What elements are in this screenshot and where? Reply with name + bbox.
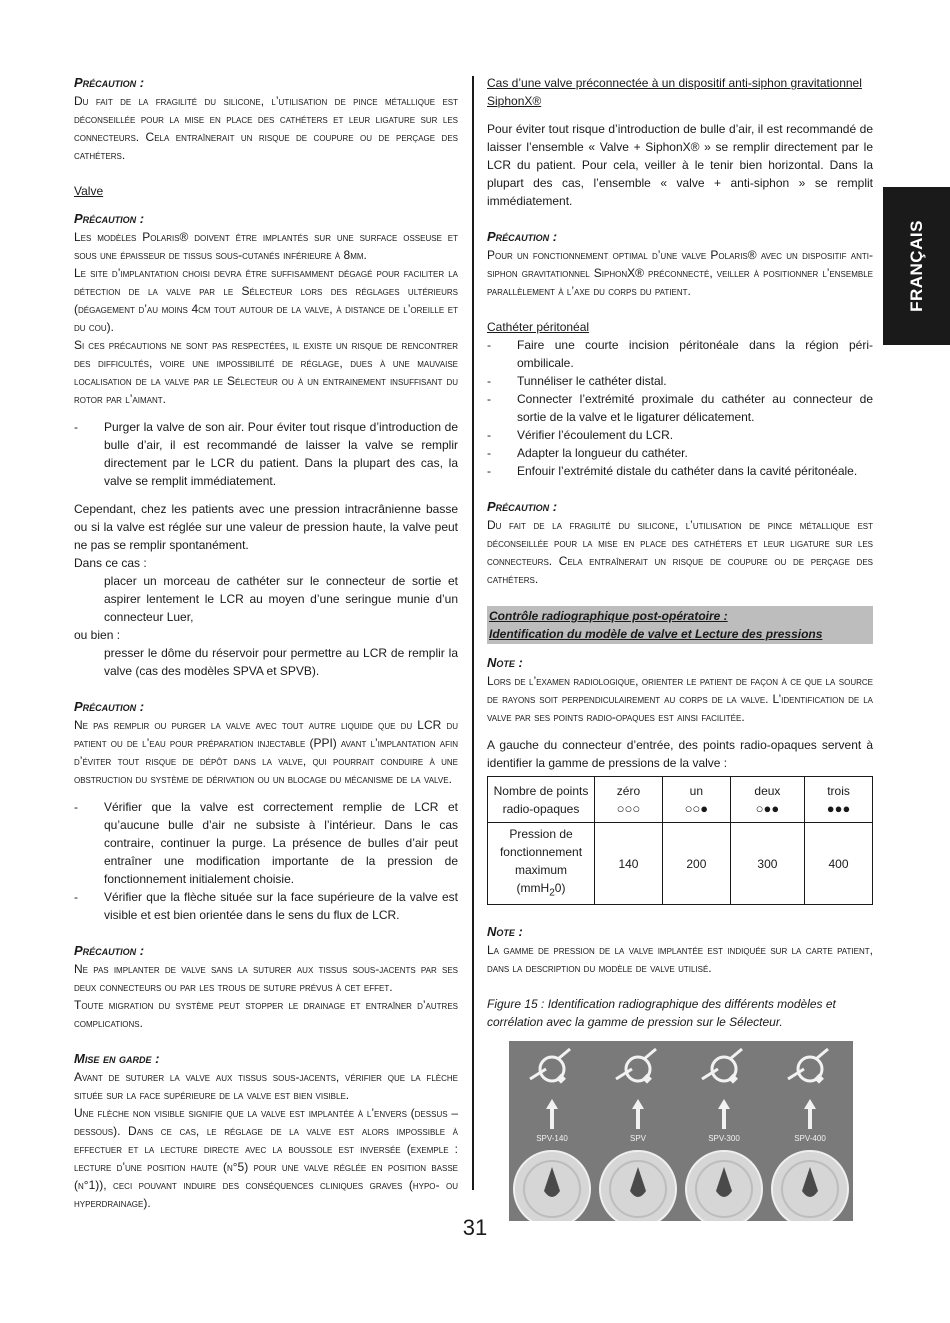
note-text: Lors de l’examen radiologique, orienter le patient de façon à ce que la source de rayons soit perpendiculairement au corps de la valve. L’identification de la valve par ses points radio-opaques est ainsi facilitée. xyxy=(487,674,874,724)
table-header-cell: Nombre de points radio-opaques xyxy=(488,777,595,823)
table-cell: 400 xyxy=(805,823,873,905)
warning-heading: Mise en garde : xyxy=(74,1051,160,1066)
language-tab xyxy=(883,187,950,345)
column-divider xyxy=(472,76,474,1190)
table-cell: 140 xyxy=(595,823,663,905)
precaution-text: Ne pas remplir ou purger la valve avec tout autre liquide que du LCR du patient ou de l’eau pour préparation injectable (PPI) avant l’implantation afin d’éviter tout risque de dépôt dans la valve, qui pourrait conduire à une obstruction du système de dérivation ou un blocage du mécanisme de la valve. xyxy=(74,718,458,786)
language-tab-label: FRANÇAIS xyxy=(906,220,926,312)
table-cell: un ○○● xyxy=(662,777,730,823)
model-label: SPV-400 xyxy=(794,1134,826,1143)
precaution-text: Les modèles Polaris® doivent être implantés sur une surface osseuse et sous une épaisseur de tissus sous-cutanés inférieure à 8mm. xyxy=(74,230,458,262)
paragraph: Cependant, chez les patients avec une pression intracrânienne basse ou si la valve est réglée sur une valeur de pression haute, la valve peut ne pas se remplir spontanément. xyxy=(74,502,458,552)
list-item: - Vérifier l’écoulement du LCR. xyxy=(487,428,674,442)
note-heading: Note : xyxy=(487,655,523,670)
paragraph: Dans ce cas : xyxy=(74,556,147,570)
paragraph: Pour éviter tout risque d’introduction de bulle d’air, il est recommandé de laisser l’ensemble « Valve + SiphonX® » se remplir directement par le LCR du patient. Pour cela, veiller à le tenir bien horizontal. Dans la plupart des cas, l’ensemble « valve + anti-siphon » se remplit immédiatement. xyxy=(487,122,873,208)
list-item: - Purger la valve de son air. Pour éviter tout risque d’introduction de bulle d’air, il est recommandé de laisser la valve se remplir directement par le LCR du patient. Dans la plupart des cas, la valve se remplit immédiatement. xyxy=(74,420,458,488)
precaution-text: Ne pas implanter de valve sans la suturer aux tissus sous-jacents par ses deux connecteurs ou par les trous de suture prévus à cet effet. xyxy=(74,962,458,994)
warning-text: Une flèche non visible signifie que la valve est implantée à l’envers (dessus – dessous). Dans ce cas, le réglage de la valve est alors impossible à effectuer et la lecture directe avec la boussole est inversée (exemple : lecture d’une position haute (n°5) pour une valve réglée en position basse (n°1)), ceci pouvant induire des conséquences cliniques graves (hypo- ou hyperdrainage). xyxy=(74,1106,458,1210)
paragraph: placer un morceau de cathéter sur le connecteur de sortie et aspirer lentement le LCR au moyen d’une seringue munie d’un connecteur Luer, xyxy=(104,574,458,624)
section-title-valve: Valve xyxy=(74,184,104,198)
precaution-heading: Précaution : xyxy=(74,211,145,226)
precaution-text: Du fait de la fragilité du silicone, l’utilisation de pince métallique est déconseillée pour la mise en place des cathéters et leur ligature sur les connecteurs. Cela entraînerait un risque de coupure ou de perçage des cathéters. xyxy=(487,518,874,586)
precaution-heading: Précaution : xyxy=(487,229,558,244)
precaution-text: Pour un fonctionnement optimal d’une valve Polaris® avec un dispositif anti-siphon gravitationnel SiphonX® préconnecté, veiller à positionner l’ensemble parallèlement à l’axe du corps du patient. xyxy=(487,248,873,298)
page-number: 31 xyxy=(462,1215,488,1240)
list-item: - Vérifier que la valve est correctement remplie de LCR et qu’aucune bulle d’air ne subsiste à l’intérieur. Dans le cas contraire, continuer la purge. La présence de bulles d’air peut entraîner une modification importante de la pression de fonctionnement initialement choisie. xyxy=(74,800,458,886)
figure-caption: Figure 15 : Identification radiographique des différents modèles et corrélation avec la gamme de pression sur le Sélecteur. xyxy=(487,997,836,1029)
table-header-cell: Pression de fonctionnement maximum (mmH$_2$0) xyxy=(488,823,595,905)
list-item: - Adapter la longueur du cathéter. xyxy=(487,446,688,460)
note-heading: Note : xyxy=(487,924,523,939)
radiograph-figure xyxy=(509,1041,853,1221)
table-cell: 300 xyxy=(730,823,804,905)
section-title-catheter: Cathéter péritonéal xyxy=(487,320,590,334)
section-title-siphon: Cas d’une valve préconnectée à un dispositif anti-siphon gravitationnel SiphonX® xyxy=(487,76,862,108)
precaution-heading: Précaution : xyxy=(74,699,145,714)
list-item: - Tunnéliser le cathéter distal. xyxy=(487,374,667,388)
precaution-heading: Précaution : xyxy=(74,943,145,958)
model-label: SPV-300 xyxy=(708,1134,740,1143)
pressure-table xyxy=(487,776,873,905)
table-cell: 200 xyxy=(662,823,730,905)
model-label: SPV-140 xyxy=(536,1134,568,1143)
note-text: La gamme de pression de la valve implantée est indiquée sur la carte patient, dans la description du modèle de valve utilisé. xyxy=(487,943,873,975)
model-label: SPV xyxy=(629,1134,647,1143)
precaution-text: Si ces précautions ne sont pas respectées, il existe un risque de rencontrer des difficultés, voire une impossibilité de réglage, dues à une mauvaise localisation de la valve par le Sélecteur ou à un entrainement insuffisant du rotor par l’aimant. xyxy=(74,338,458,406)
paragraph: presser le dôme du réservoir pour permettre au LCR de remplir la valve (cas des modèles SPVA et SPVB). xyxy=(104,646,458,678)
warning-text: Avant de suturer la valve aux tissus sous-jacents, vérifier que la flèche située sur la face supérieure de la valve est bien visible. xyxy=(74,1070,458,1102)
list-item: - Enfouir l’extrémité distale du cathéter dans la cavité péritonéale. xyxy=(487,464,858,478)
right-column xyxy=(487,74,873,1221)
list-item: - Vérifier que la flèche située sur la face supérieure de la valve est visible et est bien orientée dans le sens du flux de LCR. xyxy=(74,890,458,922)
precaution-heading: Précaution : xyxy=(487,499,558,514)
list-item: - Faire une courte incision péritonéale dans la région péri-ombilicale. xyxy=(487,338,873,370)
precaution-text: Du fait de la fragilité du silicone, l’utilisation de pince métallique est déconseillée pour la mise en place des cathéters et leur ligature sur les connecteurs. Cela entraînerait un risque de coupure ou de perçage des cathéters. xyxy=(74,94,459,162)
table-cell: trois ●●● xyxy=(805,777,873,823)
radiograph-image xyxy=(509,1041,853,1221)
paragraph: ou bien : xyxy=(74,628,121,642)
table-cell: deux ○●● xyxy=(730,777,804,823)
paragraph: A gauche du connecteur d’entrée, des points radio-opaques servent à identifier la gamme de pressions de la valve : xyxy=(487,738,873,770)
precaution-text: Le site d’implantation choisi devra être suffisamment dégagé pour faciliter la détection de la valve par le Sélecteur lors des réglages ultérieurs (dégagement d’au moins 4cm tout autour de la valve, à distance de l’oreille et du cou). xyxy=(74,266,458,334)
list-item: - Connecter l’extrémité proximale du cathéter au connecteur de sortie de la valve et le ligaturer délicatement. xyxy=(487,392,873,424)
precaution-text: Toute migration du système peut stopper le drainage et entraîner d’autres complications. xyxy=(74,998,458,1030)
precaution-heading: Précaution : xyxy=(74,75,145,90)
section-banner: Contrôle radiographique post-opératoire : Identification du modèle de valve et Lecture des pressions xyxy=(487,606,873,644)
left-column xyxy=(74,74,458,1212)
table-cell: zéro ○○○ xyxy=(595,777,663,823)
